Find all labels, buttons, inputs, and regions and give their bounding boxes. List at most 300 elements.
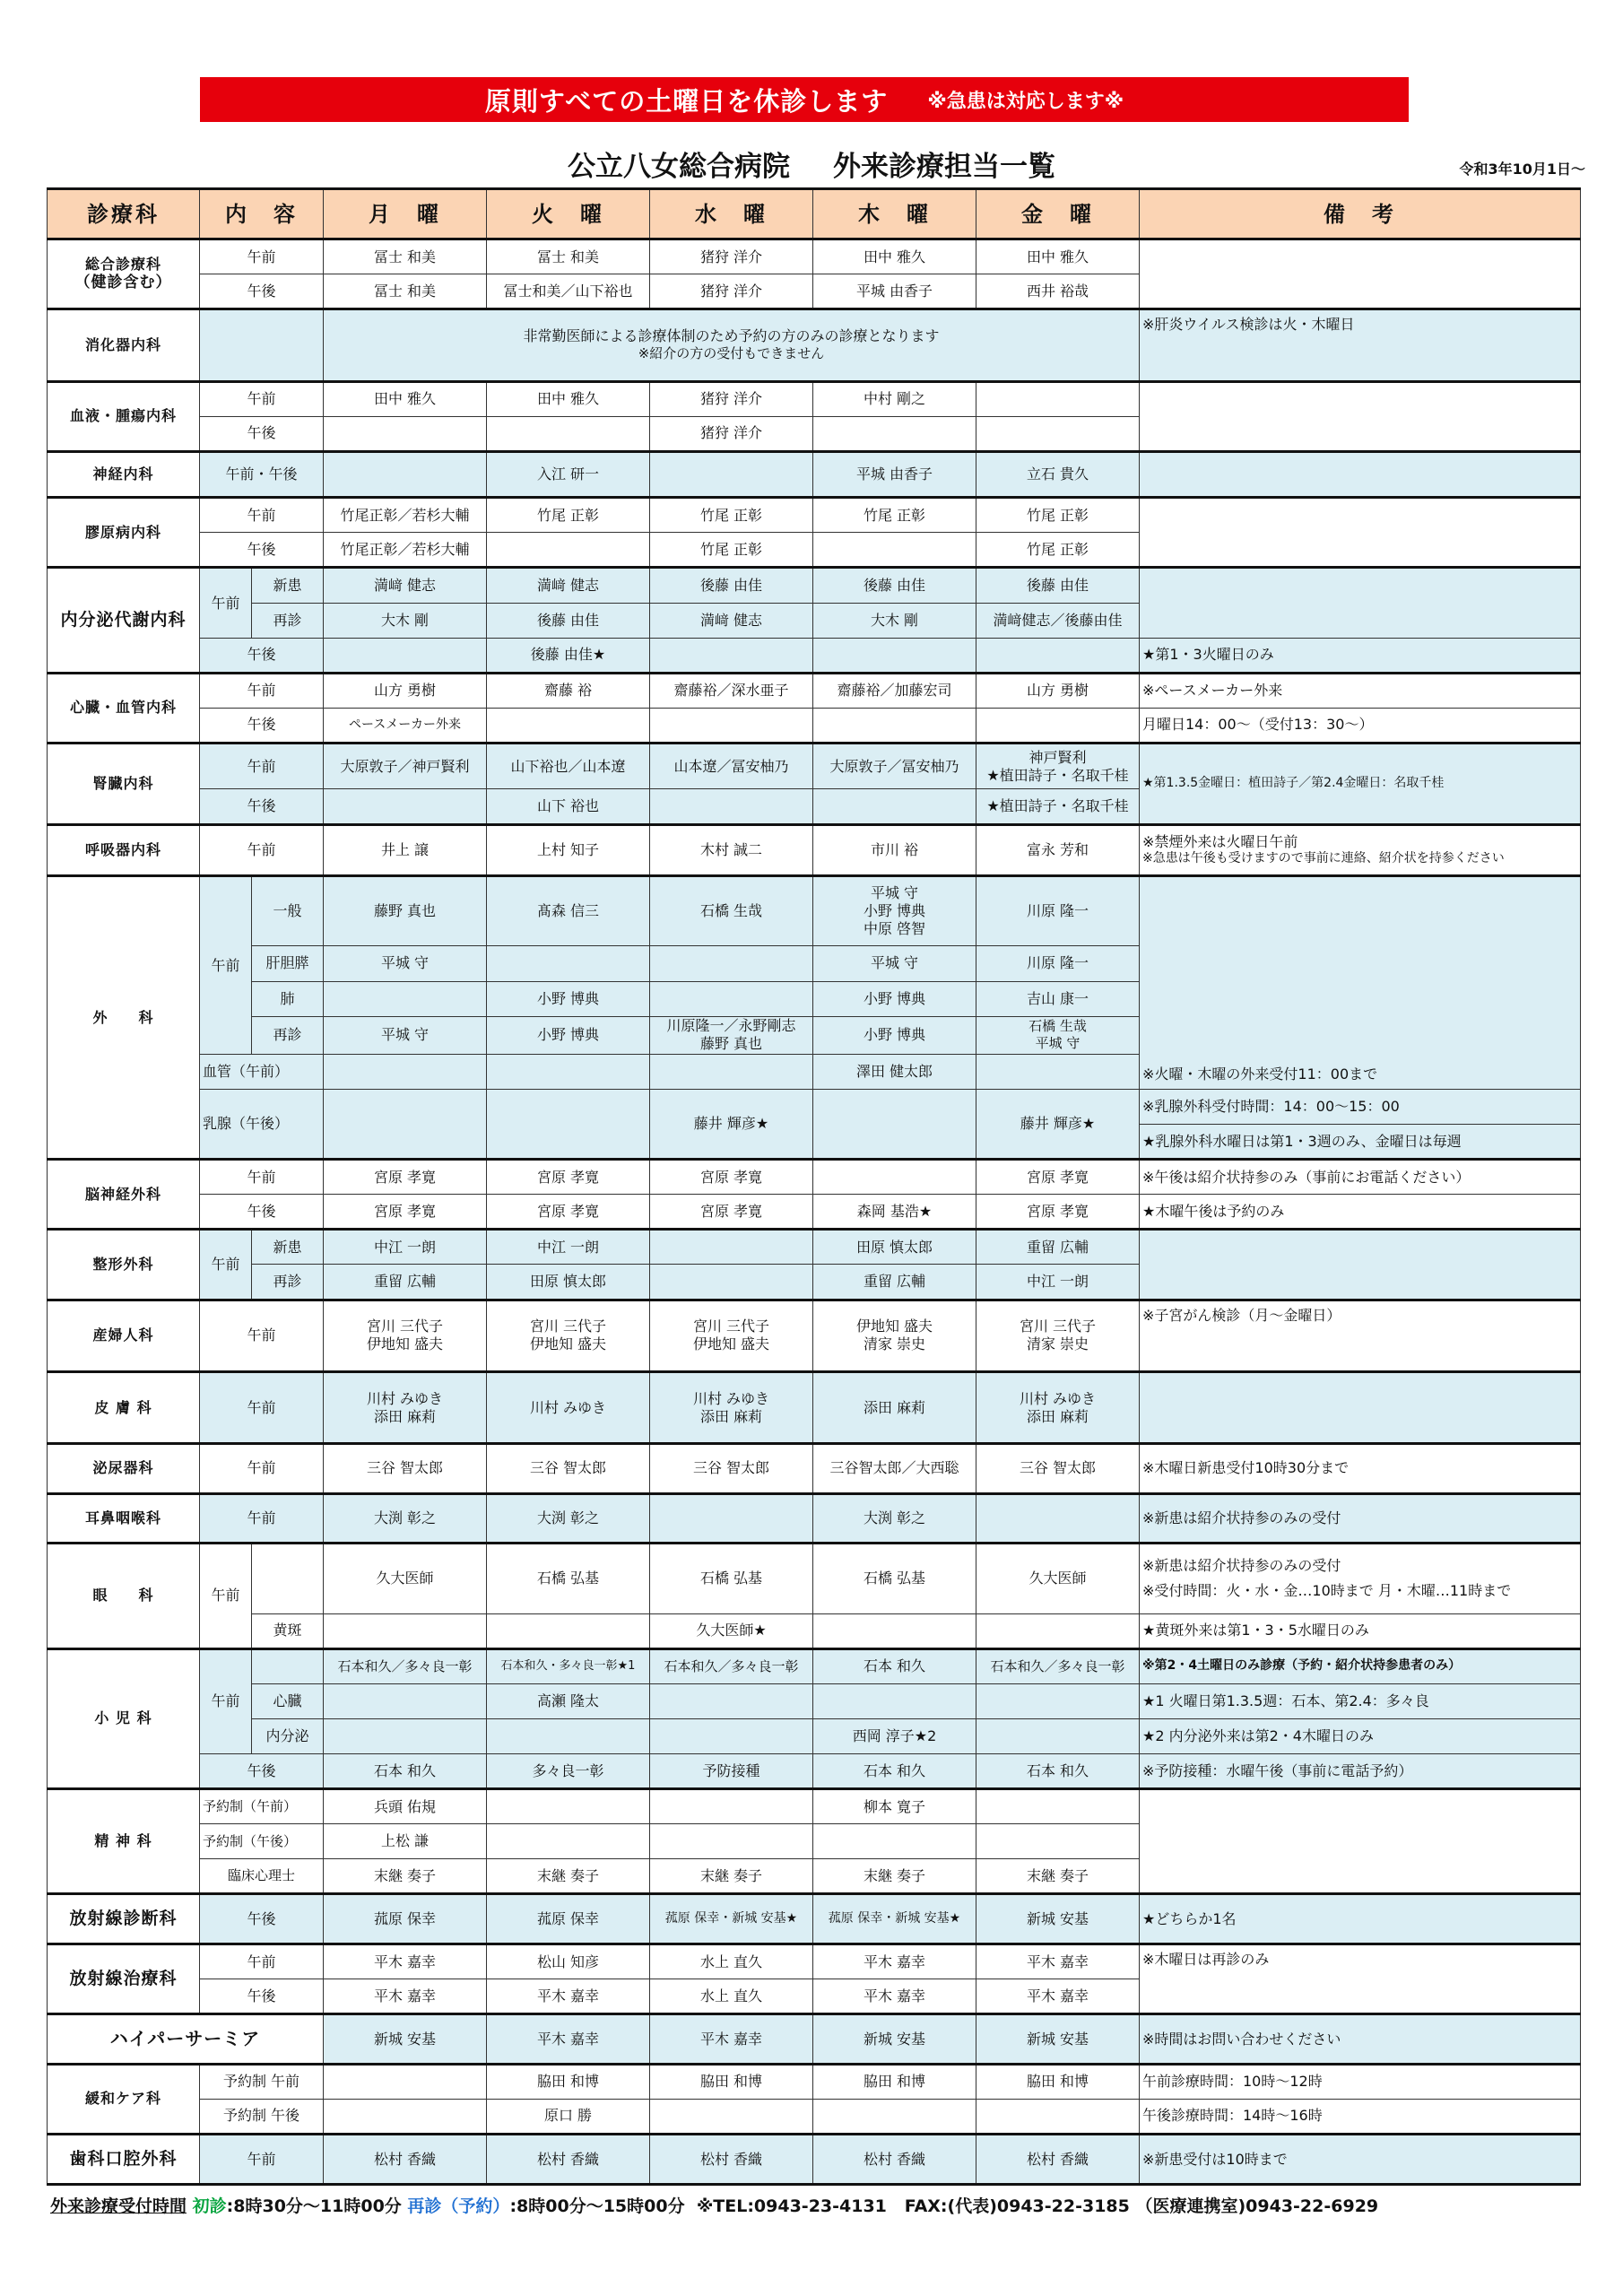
session-label: 午前: [200, 239, 324, 274]
subsession-label: 一般: [252, 876, 324, 946]
table-row: [48, 309, 1581, 381]
doctor-cell: 石本和久／多々良一彰: [650, 1648, 813, 1683]
doctor-cell: 予防接種: [650, 1753, 813, 1788]
doctor-cell: [324, 1683, 487, 1718]
doctor-name: 宮川 三代子: [1019, 1318, 1097, 1335]
doctor-name: 石橋 生哉: [1028, 1018, 1087, 1035]
doctor-cell: 水上 直久: [650, 1944, 813, 1979]
doctor-cell: [487, 1054, 650, 1089]
session-label: 午前: [200, 1300, 324, 1371]
doctor-cell: [813, 533, 976, 568]
doctor-cell: 竹尾 正彰: [650, 533, 813, 568]
dept-sublabel: （健診含む）: [74, 273, 172, 291]
doctor-cell: 山下裕也／山本遼: [487, 743, 650, 788]
session-label: 午前: [200, 1648, 252, 1753]
doctor-cell: 猪狩 洋介: [650, 416, 813, 451]
doctor-cell: [813, 638, 976, 673]
note-cell: ★黄斑外来は第1・3・5水曜日のみ: [1140, 1613, 1581, 1648]
doctor-cell: [813, 1371, 976, 1443]
doctor-cell: 大木 剛: [324, 603, 487, 638]
subsession-label: 内分泌: [252, 1718, 324, 1753]
session-label: 午後: [200, 1753, 324, 1788]
doctor-cell: 脇田 和博: [650, 2064, 813, 2099]
note-cell: ※午後は紹介状持参のみ（事前にお電話ください）: [1140, 1160, 1581, 1195]
doctor-cell: 高瀬 隆太: [487, 1683, 650, 1718]
doctor-cell: 満﨑 健志: [650, 603, 813, 638]
doctor-cell: [650, 1230, 813, 1265]
table-row: [48, 1195, 1581, 1230]
fax-number-liaison: （医療連携室)0943-22-6929: [1135, 2196, 1379, 2216]
table-row: [48, 1160, 1581, 1195]
doctor-cell: 藤井 輝彦★: [976, 1089, 1140, 1159]
doctor-cell: 満﨑 健志: [487, 568, 650, 603]
doctor-cell: ★植田詩子・名取千桂: [976, 789, 1140, 824]
note-cell: ★木曜午後は予約のみ: [1140, 1195, 1581, 1230]
dept-respiratory: 呼吸器内科: [48, 824, 200, 876]
table-row: [48, 1493, 1581, 1544]
doctor-cell: [324, 451, 487, 497]
table-row: [48, 1894, 1581, 1944]
doctor-cell: [487, 1089, 650, 1159]
table-row: [48, 1683, 1581, 1718]
doctor-cell: [976, 1718, 1140, 1753]
session-label: 午前: [200, 1493, 324, 1544]
dept-obgyn: 産婦人科: [48, 1300, 200, 1371]
note-line: ※新患は紹介状持参のみの受付: [1142, 1557, 1341, 1575]
doctor-cell: 川原 隆一: [976, 876, 1140, 946]
doctor-cell: 富永 芳和: [976, 824, 1140, 876]
note-cell: ★2 内分泌外来は第2・4木曜日のみ: [1140, 1718, 1581, 1753]
note-cell: [1140, 1230, 1581, 1300]
header-wed: 水 曜: [650, 189, 813, 239]
session-label: 午後: [200, 1894, 324, 1944]
doctor-name: 川村 みゆき: [1019, 1389, 1097, 1407]
doctor-cell: 宮原 孝寛: [650, 1195, 813, 1230]
doctor-cell: 齋藤 裕: [487, 673, 650, 708]
doctor-cell: 石本 和久: [324, 1753, 487, 1788]
doctor-cell: 末継 奏子: [324, 1859, 487, 1894]
doctor-cell: [324, 1371, 487, 1443]
doctor-cell: 多々良一彰: [487, 1753, 650, 1788]
session-label: 午前: [200, 2135, 324, 2185]
doctor-name: 川村 みゆき: [366, 1389, 444, 1407]
dept-general: [48, 239, 200, 309]
table-row: [48, 1230, 1581, 1265]
session-label: 午前: [200, 1944, 324, 1979]
note-cell: [1140, 568, 1581, 638]
doctor-name: 神戸賢利: [1028, 748, 1087, 766]
doctor-cell: [650, 789, 813, 824]
doctor-name: 宮川 三代子: [692, 1318, 770, 1335]
doctor-cell: 大渕 彰之: [487, 1493, 650, 1544]
dept-psychiatry: 精 神 科: [48, 1789, 200, 1894]
revisit-time: :8時00分～15時00分: [509, 2196, 685, 2216]
doctor-name: 宮川 三代子: [366, 1318, 444, 1335]
doctor-cell: [650, 981, 813, 1016]
doctor-cell: 菰原 保幸・新城 安基★: [813, 1894, 976, 1944]
doctor-cell: 末継 奏子: [650, 1859, 813, 1894]
doctor-name: 川原隆一／永野剛志: [666, 1017, 796, 1035]
header-thu: 木 曜: [813, 189, 976, 239]
doctor-cell: 竹尾正彰／若杉大輔: [324, 498, 487, 533]
doctor-cell: 久大医師: [976, 1544, 1140, 1613]
doctor-name: 添田 麻莉: [1026, 1407, 1089, 1425]
fax-number: FAX:(代表)0943-22-3185: [904, 2196, 1130, 2216]
doctor-cell: 満﨑 健志: [324, 568, 487, 603]
doctor-cell: [650, 946, 813, 981]
doctor-cell: [813, 708, 976, 743]
doctor-cell: 脇田 和博: [813, 2064, 976, 2099]
doctor-cell: 中村 剛之: [813, 381, 976, 416]
doctor-cell: 中江 一朗: [324, 1230, 487, 1265]
doctor-cell: 小野 博典: [487, 1016, 650, 1054]
first-visit-label: 初診: [192, 2196, 227, 2216]
table-row: [48, 1789, 1581, 1824]
doctor-cell: 上松 謙: [324, 1824, 487, 1859]
doctor-cell: 平木 嘉幸: [487, 1979, 650, 2014]
doctor-cell: 宮原 孝寛: [976, 1160, 1140, 1195]
doctor-cell: 入江 研一: [487, 451, 650, 497]
table-row: [48, 708, 1581, 743]
doctor-cell: 大木 剛: [813, 603, 976, 638]
doctor-name: 添田 麻莉: [863, 1398, 926, 1416]
doctor-cell: 平木 嘉幸: [324, 1944, 487, 1979]
session-label: 午後: [200, 789, 324, 824]
doctor-name: 宮川 三代子: [529, 1318, 607, 1335]
footer-label: 外来診療受付時間: [50, 2196, 187, 2216]
table-row: [48, 2099, 1581, 2134]
doctor-cell: 平木 嘉幸: [813, 1944, 976, 1979]
doctor-cell: 髙森 信三: [487, 876, 650, 946]
doctor-cell: 平木 嘉幸: [487, 2014, 650, 2065]
doctor-cell: [324, 981, 487, 1016]
doctor-cell: 石本 和久: [813, 1648, 976, 1683]
saturday-closure-banner: [200, 77, 1409, 122]
doctor-cell: 大原敦子／神戸賢利: [324, 743, 487, 788]
dept-collagen: 膠原病内科: [48, 498, 200, 568]
doctor-cell: [324, 1613, 487, 1648]
doctor-name: 中原 啓智: [863, 920, 926, 938]
first-visit-time: :8時30分～11時00分: [226, 2196, 402, 2216]
header-content: 内 容: [200, 189, 324, 239]
doctor-cell: [976, 416, 1140, 451]
doctor-cell: 上村 知子: [487, 824, 650, 876]
note-cell: ★第1・3火曜日のみ: [1140, 638, 1581, 673]
doctor-cell: [813, 789, 976, 824]
doctor-cell: 脇田 和博: [487, 2064, 650, 2099]
session-label: 午前: [200, 1544, 252, 1648]
doctor-cell: [650, 2099, 813, 2134]
doctor-cell: [324, 1054, 487, 1089]
dept-endocrine: 内分泌代謝内科: [48, 568, 200, 673]
doctor-cell: 後藤 由佳: [650, 568, 813, 603]
doctor-cell: 平城 由香子: [813, 274, 976, 309]
table-row: [48, 2135, 1581, 2185]
dept-hematology: 血液・腫瘍内科: [48, 381, 200, 451]
doctor-cell: 重留 広輔: [324, 1265, 487, 1300]
doctor-cell: [487, 1789, 650, 1824]
note-cell: ※新患受付は10時まで: [1140, 2135, 1581, 2185]
doctor-cell: 大渕 彰之: [813, 1493, 976, 1544]
subsession-label: [252, 1544, 324, 1613]
doctor-cell: [976, 638, 1140, 673]
doctor-cell: 松村 香織: [813, 2135, 976, 2185]
session-label: 午前: [200, 673, 324, 708]
dept-urology: 泌尿器科: [48, 1444, 200, 1494]
note-cell: [1140, 498, 1581, 568]
note-cell: ★第1.3.5金曜日：植田詩子／第2.4金曜日：名取千桂: [1140, 743, 1581, 824]
header-tue: 火 曜: [487, 189, 650, 239]
doctor-cell: [324, 2064, 487, 2099]
dept-radiology-diagnosis: 放射線診断科: [48, 1894, 200, 1944]
doctor-cell: 猪狩 洋介: [650, 274, 813, 309]
doctor-cell: 久大医師★: [650, 1613, 813, 1648]
doctor-cell: [976, 1824, 1140, 1859]
doctor-cell: 竹尾 正彰: [813, 498, 976, 533]
doctor-cell: 菰原 保幸・新城 安基★: [650, 1894, 813, 1944]
session-label: 午前: [200, 1444, 324, 1494]
doctor-cell: [976, 2099, 1140, 2134]
doctor-cell: 新城 安基: [813, 2014, 976, 2065]
doctor-cell: [324, 1718, 487, 1753]
session-label: 午前・午後: [200, 451, 324, 497]
doctor-cell: 猪狩 洋介: [650, 239, 813, 274]
doctor-cell: [487, 416, 650, 451]
note-cell: ※新患は紹介状持参のみの受付: [1140, 1493, 1581, 1544]
doctor-cell: 新城 安基: [976, 1894, 1140, 1944]
note-cell: ※木曜日新患受付10時30分まで: [1140, 1444, 1581, 1494]
table-row: [48, 381, 1581, 416]
session-label: 午前: [200, 743, 324, 788]
doctor-cell: 竹尾 正彰: [650, 498, 813, 533]
session-label: 午後: [200, 1979, 324, 2014]
doctor-cell: 川原 隆一: [976, 946, 1140, 981]
doctor-cell: [650, 1016, 813, 1054]
gastro-message-sub: ※紹介の方の受付もできません: [638, 345, 825, 362]
doctor-cell: [976, 1613, 1140, 1648]
table-row: [48, 824, 1581, 876]
note-cell: [1140, 824, 1581, 876]
session-label: [200, 309, 324, 381]
doctor-cell: 菰原 保幸: [324, 1894, 487, 1944]
doctor-cell: [324, 638, 487, 673]
doctor-cell: 石本和久・多々良一彰★1: [487, 1648, 650, 1683]
doctor-cell: 石本和久／多々良一彰: [976, 1648, 1140, 1683]
doctor-name: 添田 麻莉: [699, 1407, 763, 1425]
subsession-label: 心臓: [252, 1683, 324, 1718]
doctor-cell: 三谷 智太郎: [976, 1444, 1140, 1494]
doctor-cell: 柳本 寛子: [813, 1789, 976, 1824]
doctor-cell: 宮原 孝寛: [324, 1160, 487, 1195]
table-row: [48, 1544, 1581, 1613]
header-dept: 診療科: [48, 189, 200, 239]
table-row: [48, 1648, 1581, 1683]
doctor-cell: [487, 1718, 650, 1753]
doctor-cell: [813, 2099, 976, 2134]
doctor-cell: 宮原 孝寛: [487, 1160, 650, 1195]
dept-cardiology: 心臓・血管内科: [48, 673, 200, 743]
doctor-cell: 西井 裕哉: [976, 274, 1140, 309]
doctor-cell: 田原 慎太郎: [813, 1230, 976, 1265]
doctor-cell: 平城 守: [324, 1016, 487, 1054]
doctor-cell: 田原 慎太郎: [487, 1265, 650, 1300]
subsession-label: 再診: [252, 1265, 324, 1300]
table-row: [48, 451, 1581, 497]
table-row: [48, 1944, 1581, 1979]
table-row: [48, 2014, 1581, 2065]
doctor-cell: [487, 1824, 650, 1859]
header-fri: 金 曜: [976, 189, 1140, 239]
doctor-cell: 藤野 真也: [324, 876, 487, 946]
gastro-message: [324, 309, 1140, 381]
doctor-cell: 末継 奏子: [487, 1859, 650, 1894]
doctor-cell: 後藤 由佳: [976, 568, 1140, 603]
table-row: [48, 498, 1581, 533]
doctor-cell: 重留 広輔: [813, 1265, 976, 1300]
table-row: [48, 1613, 1581, 1648]
dept-neurology: 神経内科: [48, 451, 200, 497]
doctor-cell: 平木 嘉幸: [324, 1979, 487, 2014]
doctor-cell: 齋藤裕／深水亜子: [650, 673, 813, 708]
doctor-cell: [813, 1683, 976, 1718]
doctor-cell: 冨士 和美: [324, 239, 487, 274]
doctor-name: 伊地知 盛夫: [529, 1335, 607, 1353]
doctor-cell: [324, 789, 487, 824]
dept-orthopedics: 整形外科: [48, 1230, 200, 1300]
page-title: [0, 144, 1623, 184]
dept-gastro: 消化器内科: [48, 309, 200, 381]
session-label: 予約制 午前: [200, 2064, 324, 2099]
phone-number: ※TEL:0943-23-4131: [696, 2196, 887, 2216]
session-label: 午前: [200, 824, 324, 876]
dept-label: 総合診療科: [84, 255, 161, 273]
doctor-cell: 三谷 智太郎: [324, 1444, 487, 1494]
doctor-cell: 脇田 和博: [976, 2064, 1140, 2099]
table-row: [48, 1444, 1581, 1494]
doctor-name: 川村 みゆき: [692, 1389, 770, 1407]
doctor-cell: 新城 安基: [976, 2014, 1140, 2065]
doctor-cell: [487, 533, 650, 568]
doctor-cell: [324, 1089, 487, 1159]
subsession-label: 再診: [252, 603, 324, 638]
doctor-cell: [650, 1789, 813, 1824]
note-cell: ※予防接種：水曜午後（事前に電話予約）: [1140, 1753, 1581, 1788]
doctor-cell: [650, 708, 813, 743]
dept-dermatology: 皮 膚 科: [48, 1371, 200, 1443]
doctor-cell: 竹尾 正彰: [976, 498, 1140, 533]
doctor-cell: 大原敦子／冨安柚乃: [813, 743, 976, 788]
doctor-cell: 山方 勇樹: [976, 673, 1140, 708]
doctor-cell: [650, 1300, 813, 1371]
note-cell: 午後診療時間：14時～16時: [1140, 2099, 1581, 2134]
doctor-cell: 冨士 和美: [324, 274, 487, 309]
doctor-cell: 平城 守: [324, 946, 487, 981]
note-line: ※受付時間：火・水・金…10時まで 月・木曜…11時まで: [1142, 1582, 1512, 1600]
doctor-cell: [813, 1824, 976, 1859]
doctor-cell: 石橋 弘基: [650, 1544, 813, 1613]
hospital-name: 公立八女総合病院: [568, 151, 790, 183]
doctor-cell: 石本和久／多々良一彰: [324, 1648, 487, 1683]
note-cell: ★1 火曜日第1.3.5週：石本、第2.4：多々良: [1140, 1683, 1581, 1718]
doctor-name: 伊地知 盛夫: [855, 1318, 933, 1335]
session-label: 午後: [200, 274, 324, 309]
doctor-cell: 石橋 弘基: [487, 1544, 650, 1613]
doctor-cell: [324, 2099, 487, 2134]
doctor-cell: 石橋 弘基: [813, 1544, 976, 1613]
doctor-cell: [650, 1824, 813, 1859]
doctor-cell: 猪狩 洋介: [650, 381, 813, 416]
doctor-cell: 重留 広輔: [976, 1230, 1140, 1265]
doctor-cell: 石本 和久: [813, 1753, 976, 1788]
note-cell: ※ペースメーカー外来: [1140, 673, 1581, 708]
doctor-cell: 平城 由香子: [813, 451, 976, 497]
doctor-cell: 山本遼／冨安柚乃: [650, 743, 813, 788]
header-row: [48, 189, 1581, 239]
doctor-cell: 平木 嘉幸: [976, 1944, 1140, 1979]
doctor-cell: [976, 1789, 1140, 1824]
table-row: [48, 568, 1581, 603]
dept-palliative-care: 緩和ケア科: [48, 2064, 200, 2134]
table-row: [48, 876, 1581, 946]
doctor-cell: [976, 1371, 1140, 1443]
note-cell: ※第2・4土曜日のみ診療（予約・紹介状持参患者のみ）: [1140, 1648, 1581, 1683]
doctor-cell: 藤井 輝彦★: [650, 1089, 813, 1159]
session-label: 乳腺（午後）: [200, 1089, 324, 1159]
doctor-cell: [650, 1718, 813, 1753]
doctor-cell: [487, 708, 650, 743]
table-row: [48, 1718, 1581, 1753]
table-row: [48, 673, 1581, 708]
session-label: 午前: [200, 876, 252, 1055]
doctor-cell: 宮原 孝寛: [324, 1195, 487, 1230]
doctor-cell: [650, 1265, 813, 1300]
subsession-label: 再診: [252, 1016, 324, 1054]
doctor-cell: 大渕 彰之: [324, 1493, 487, 1544]
doctor-name: 清家 崇史: [1026, 1335, 1089, 1353]
note-cell: [1140, 451, 1581, 497]
session-label: 午前: [200, 1371, 324, 1443]
dept-neurosurgery: 脳神経外科: [48, 1160, 200, 1230]
session-label: 予約制 午後: [200, 2099, 324, 2134]
doctor-cell: 竹尾正彰／若杉大輔: [324, 533, 487, 568]
session-label: 午前: [200, 381, 324, 416]
doctor-cell: 中江 一朗: [976, 1265, 1140, 1300]
table-row: [48, 743, 1581, 788]
table-row: [48, 239, 1581, 274]
header-note: 備 考: [1140, 189, 1581, 239]
session-label: 午後: [200, 1195, 324, 1230]
doctor-cell: 井上 譲: [324, 824, 487, 876]
session-label: 臨床心理士: [200, 1859, 324, 1894]
doctor-cell: 平木 嘉幸: [650, 2014, 813, 2065]
table-row: [48, 1753, 1581, 1788]
gastro-message-main: 非常勤医師による診療体制のため予約の方のみの診療となります: [523, 327, 940, 345]
doctor-cell: 三谷智太郎／大西聡: [813, 1444, 976, 1494]
doctor-cell: 齋藤裕／加藤宏司: [813, 673, 976, 708]
doctor-cell: 立石 貴久: [976, 451, 1140, 497]
doctor-cell: 三谷 智太郎: [487, 1444, 650, 1494]
doctor-cell: 市川 裕: [813, 824, 976, 876]
table-row: [48, 638, 1581, 673]
doctor-name: 平城 守: [1035, 1035, 1081, 1052]
subsession-label: 黄斑: [252, 1613, 324, 1648]
note-cell: ★乳腺外科水曜日は第1・3週のみ、金曜日は毎週: [1140, 1125, 1581, 1160]
doctor-cell: 石本 和久: [976, 1753, 1140, 1788]
doctor-cell: [976, 381, 1140, 416]
banner-note-text: ※急患は対応します※: [927, 90, 1124, 113]
doctor-cell: 吉山 康一: [976, 981, 1140, 1016]
doctor-cell: 田中 雅久: [487, 381, 650, 416]
